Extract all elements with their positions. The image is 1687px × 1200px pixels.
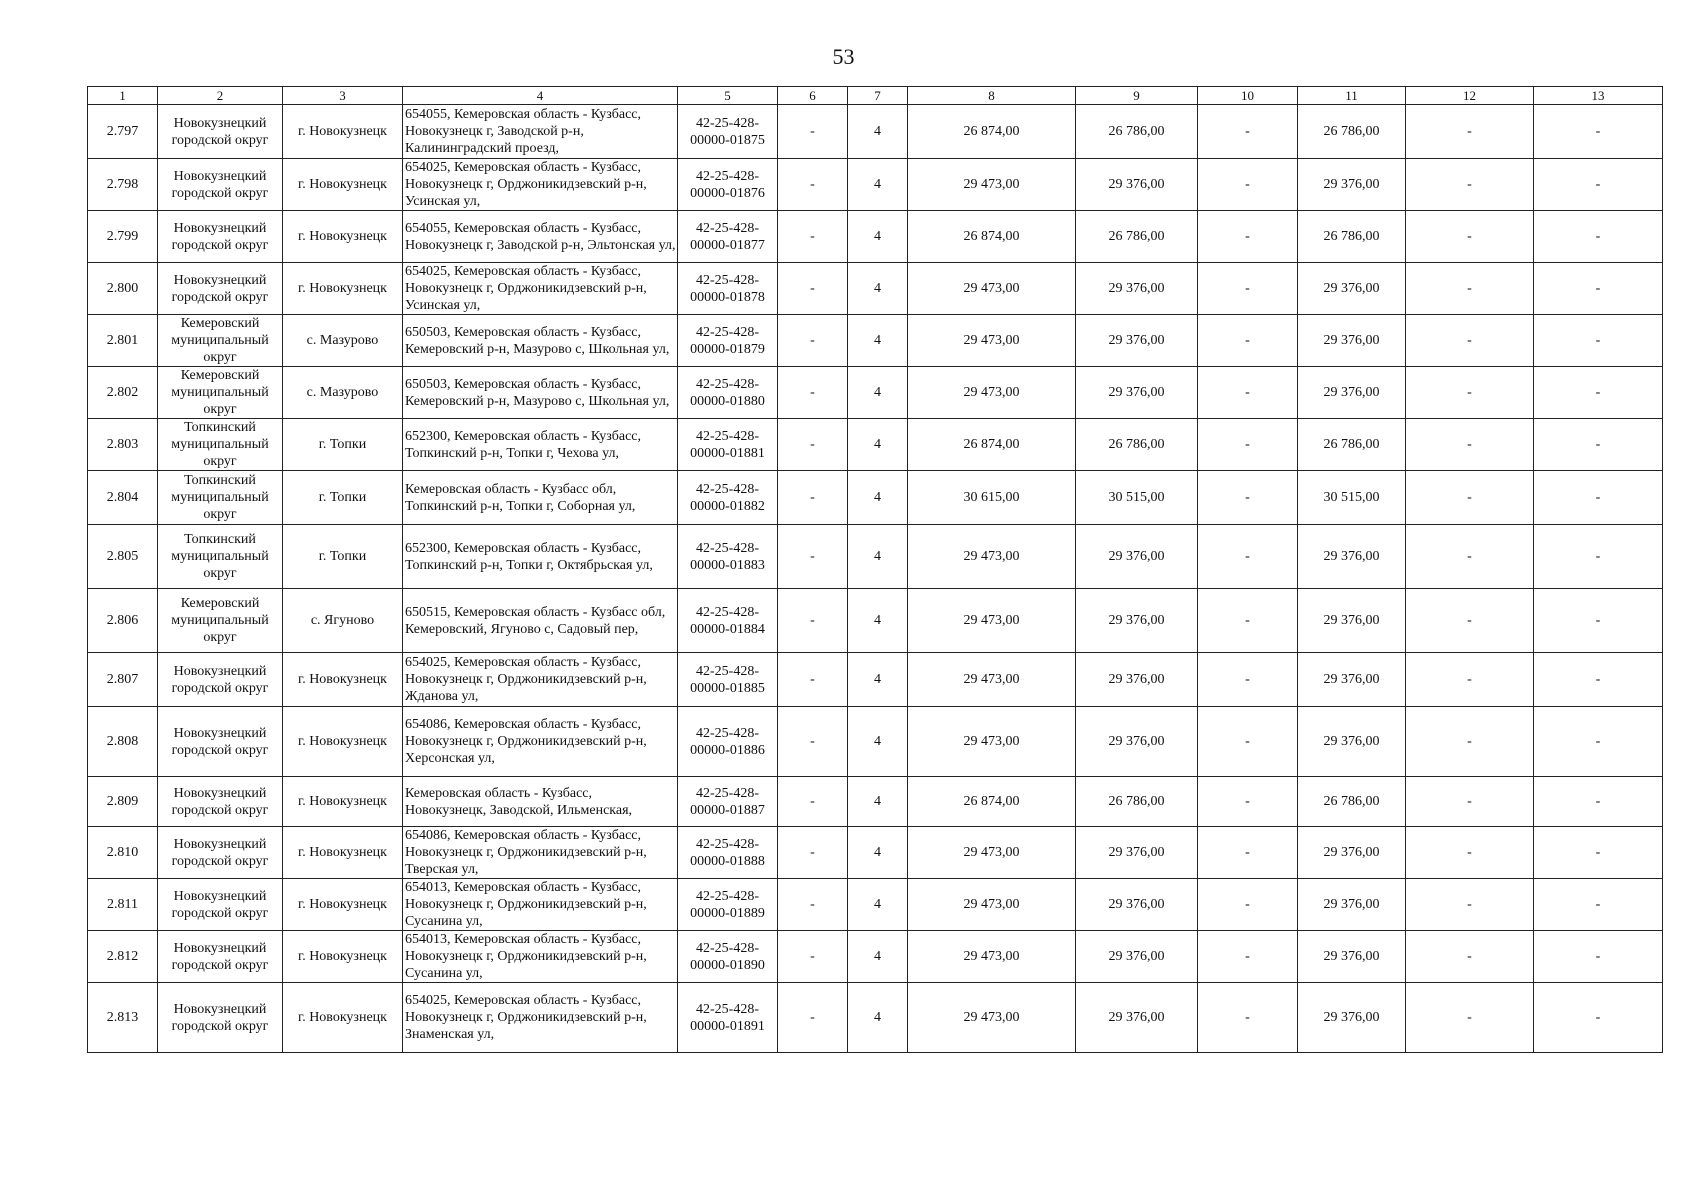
col7-cell: 4: [848, 777, 908, 827]
col8-value: 29 473,00: [908, 159, 1076, 211]
col13-cell: -: [1534, 931, 1663, 983]
row-number: 2.810: [88, 827, 158, 879]
col10-cell: -: [1198, 707, 1298, 777]
row-number: 2.803: [88, 419, 158, 471]
col10-cell: -: [1198, 589, 1298, 653]
district-cell: Топкинский муниципальный округ: [158, 419, 283, 471]
col11-value: 26 786,00: [1298, 105, 1406, 159]
col7-cell: 4: [848, 211, 908, 263]
settlement-cell: г. Новокузнецк: [283, 159, 403, 211]
col13-cell: -: [1534, 367, 1663, 419]
table-row: [88, 777, 1663, 827]
district-cell: Новокузнецкий городской округ: [158, 211, 283, 263]
settlement-cell: г. Новокузнецк: [283, 827, 403, 879]
address-cell: 654025, Кемеровская область - Кузбасс, Новокузнецк г, Орджоникидзевский р-н, Жданова ул,: [403, 653, 678, 707]
col10-cell: -: [1198, 653, 1298, 707]
col9-value: 29 376,00: [1076, 931, 1198, 983]
col10-cell: -: [1198, 367, 1298, 419]
row-number: 2.812: [88, 931, 158, 983]
column-header: 11: [1298, 87, 1406, 105]
col7-cell: 4: [848, 983, 908, 1053]
settlement-cell: г. Новокузнецк: [283, 777, 403, 827]
col11-value: 26 786,00: [1298, 419, 1406, 471]
address-cell: 650503, Кемеровская область - Кузбасс, Кемеровский р-н, Мазурово с, Школьная ул,: [403, 367, 678, 419]
col6-cell: -: [778, 419, 848, 471]
col8-value: 29 473,00: [908, 707, 1076, 777]
col10-cell: -: [1198, 471, 1298, 525]
col13-cell: -: [1534, 983, 1663, 1053]
settlement-cell: г. Новокузнецк: [283, 653, 403, 707]
col12-cell: -: [1406, 159, 1534, 211]
column-header: 4: [403, 87, 678, 105]
col13-cell: -: [1534, 315, 1663, 367]
col11-value: 29 376,00: [1298, 827, 1406, 879]
settlement-cell: г. Новокузнецк: [283, 931, 403, 983]
col12-cell: -: [1406, 707, 1534, 777]
col7-cell: 4: [848, 707, 908, 777]
col8-value: 26 874,00: [908, 105, 1076, 159]
col11-value: 29 376,00: [1298, 931, 1406, 983]
col8-value: 29 473,00: [908, 315, 1076, 367]
table-row: [88, 931, 1663, 983]
col13-cell: -: [1534, 211, 1663, 263]
row-number: 2.802: [88, 367, 158, 419]
code-cell: 42-25-428-00000-01882: [678, 471, 778, 525]
col7-cell: 4: [848, 419, 908, 471]
col11-value: 26 786,00: [1298, 211, 1406, 263]
col11-value: 29 376,00: [1298, 879, 1406, 931]
address-cell: 654025, Кемеровская область - Кузбасс, Новокузнецк г, Орджоникидзевский р-н, Усинская ул,: [403, 263, 678, 315]
col8-value: 30 615,00: [908, 471, 1076, 525]
col6-cell: -: [778, 105, 848, 159]
settlement-cell: г. Топки: [283, 471, 403, 525]
col12-cell: -: [1406, 263, 1534, 315]
row-number: 2.813: [88, 983, 158, 1053]
col6-cell: -: [778, 159, 848, 211]
col6-cell: -: [778, 707, 848, 777]
col7-cell: 4: [848, 931, 908, 983]
col8-value: 29 473,00: [908, 931, 1076, 983]
col12-cell: -: [1406, 105, 1534, 159]
col13-cell: -: [1534, 159, 1663, 211]
col13-cell: -: [1534, 653, 1663, 707]
address-cell: 654055, Кемеровская область - Кузбасс, Новокузнецк г, Заводской р-н, Калининградский проезд,: [403, 105, 678, 159]
table-row: [88, 315, 1663, 367]
col9-value: 30 515,00: [1076, 471, 1198, 525]
table-row: [88, 419, 1663, 471]
row-number: 2.811: [88, 879, 158, 931]
col8-value: 26 874,00: [908, 211, 1076, 263]
col10-cell: -: [1198, 211, 1298, 263]
address-cell: 654055, Кемеровская область - Кузбасс, Новокузнецк г, Заводской р-н, Эльтонская ул,: [403, 211, 678, 263]
col12-cell: -: [1406, 879, 1534, 931]
col9-value: 29 376,00: [1076, 589, 1198, 653]
column-header: 1: [88, 87, 158, 105]
col10-cell: -: [1198, 879, 1298, 931]
row-number: 2.808: [88, 707, 158, 777]
col10-cell: -: [1198, 419, 1298, 471]
col6-cell: -: [778, 777, 848, 827]
code-cell: 42-25-428-00000-01878: [678, 263, 778, 315]
col8-value: 29 473,00: [908, 653, 1076, 707]
column-header: 6: [778, 87, 848, 105]
col10-cell: -: [1198, 263, 1298, 315]
column-header: 13: [1534, 87, 1663, 105]
table-body: [88, 105, 1663, 1053]
district-cell: Новокузнецкий городской округ: [158, 931, 283, 983]
col6-cell: -: [778, 263, 848, 315]
address-cell: 654013, Кемеровская область - Кузбасс, Новокузнецк г, Орджоникидзевский р-н, Сусанина ул,: [403, 879, 678, 931]
col8-value: 26 874,00: [908, 777, 1076, 827]
table-row: [88, 983, 1663, 1053]
code-cell: 42-25-428-00000-01877: [678, 211, 778, 263]
district-cell: Новокузнецкий городской округ: [158, 263, 283, 315]
col11-value: 29 376,00: [1298, 653, 1406, 707]
col6-cell: -: [778, 879, 848, 931]
table-row: [88, 471, 1663, 525]
col11-value: 29 376,00: [1298, 589, 1406, 653]
code-cell: 42-25-428-00000-01884: [678, 589, 778, 653]
address-cell: 654025, Кемеровская область - Кузбасс, Новокузнецк г, Орджоникидзевский р-н, Усинская ул,: [403, 159, 678, 211]
col6-cell: -: [778, 589, 848, 653]
table-row: [88, 707, 1663, 777]
col12-cell: -: [1406, 983, 1534, 1053]
address-cell: 654086, Кемеровская область - Кузбасс, Новокузнецк г, Орджоникидзевский р-н, Херсонская ул,: [403, 707, 678, 777]
address-cell: 650503, Кемеровская область - Кузбасс, Кемеровский р-н, Мазурово с, Школьная ул,: [403, 315, 678, 367]
code-cell: 42-25-428-00000-01883: [678, 525, 778, 589]
col10-cell: -: [1198, 315, 1298, 367]
table-row: [88, 211, 1663, 263]
table-row: [88, 263, 1663, 315]
table-row: [88, 525, 1663, 589]
district-cell: Кемеровский муниципальный округ: [158, 315, 283, 367]
col13-cell: -: [1534, 827, 1663, 879]
col10-cell: -: [1198, 159, 1298, 211]
col9-value: 29 376,00: [1076, 983, 1198, 1053]
row-number: 2.806: [88, 589, 158, 653]
col12-cell: -: [1406, 525, 1534, 589]
table-header-row: [88, 87, 1663, 105]
code-cell: 42-25-428-00000-01886: [678, 707, 778, 777]
district-cell: Топкинский муниципальный округ: [158, 471, 283, 525]
col9-value: 29 376,00: [1076, 525, 1198, 589]
col10-cell: -: [1198, 525, 1298, 589]
col13-cell: -: [1534, 777, 1663, 827]
col7-cell: 4: [848, 589, 908, 653]
col9-value: 29 376,00: [1076, 879, 1198, 931]
col8-value: 29 473,00: [908, 827, 1076, 879]
col11-value: 29 376,00: [1298, 707, 1406, 777]
col13-cell: -: [1534, 589, 1663, 653]
col7-cell: 4: [848, 159, 908, 211]
col13-cell: -: [1534, 263, 1663, 315]
col12-cell: -: [1406, 827, 1534, 879]
col12-cell: -: [1406, 653, 1534, 707]
column-header: 9: [1076, 87, 1198, 105]
col7-cell: 4: [848, 367, 908, 419]
column-header: 3: [283, 87, 403, 105]
address-cell: 654025, Кемеровская область - Кузбасс, Новокузнецк г, Орджоникидзевский р-н, Знаменская ул,: [403, 983, 678, 1053]
col6-cell: -: [778, 983, 848, 1053]
table-row: [88, 879, 1663, 931]
col10-cell: -: [1198, 983, 1298, 1053]
address-cell: 652300, Кемеровская область - Кузбасс, Топкинский р-н, Топки г, Октябрьская ул,: [403, 525, 678, 589]
col8-value: 29 473,00: [908, 263, 1076, 315]
table-row: [88, 653, 1663, 707]
col10-cell: -: [1198, 777, 1298, 827]
col6-cell: -: [778, 827, 848, 879]
settlement-cell: г. Новокузнецк: [283, 211, 403, 263]
district-cell: Новокузнецкий городской округ: [158, 653, 283, 707]
col8-value: 29 473,00: [908, 525, 1076, 589]
col12-cell: -: [1406, 777, 1534, 827]
address-cell: 654086, Кемеровская область - Кузбасс, Новокузнецк г, Орджоникидзевский р-н, Тверская ул,: [403, 827, 678, 879]
table-row: [88, 827, 1663, 879]
row-number: 2.801: [88, 315, 158, 367]
column-header: 2: [158, 87, 283, 105]
code-cell: 42-25-428-00000-01876: [678, 159, 778, 211]
col11-value: 29 376,00: [1298, 159, 1406, 211]
col12-cell: -: [1406, 471, 1534, 525]
settlement-cell: г. Топки: [283, 419, 403, 471]
col6-cell: -: [778, 211, 848, 263]
col13-cell: -: [1534, 707, 1663, 777]
row-number: 2.800: [88, 263, 158, 315]
settlement-cell: г. Топки: [283, 525, 403, 589]
col6-cell: -: [778, 525, 848, 589]
col13-cell: -: [1534, 419, 1663, 471]
col10-cell: -: [1198, 931, 1298, 983]
column-header: 5: [678, 87, 778, 105]
col6-cell: -: [778, 653, 848, 707]
settlement-cell: с. Мазурово: [283, 315, 403, 367]
column-header: 7: [848, 87, 908, 105]
column-header: 10: [1198, 87, 1298, 105]
code-cell: 42-25-428-00000-01891: [678, 983, 778, 1053]
col7-cell: 4: [848, 105, 908, 159]
settlement-cell: г. Новокузнецк: [283, 879, 403, 931]
row-number: 2.804: [88, 471, 158, 525]
col11-value: 30 515,00: [1298, 471, 1406, 525]
address-cell: Кемеровская область - Кузбасс обл, Топкинский р-н, Топки г, Соборная ул,: [403, 471, 678, 525]
page-number: 53: [832, 44, 855, 69]
row-number: 2.809: [88, 777, 158, 827]
district-cell: Новокузнецкий городской округ: [158, 827, 283, 879]
row-number: 2.797: [88, 105, 158, 159]
col8-value: 29 473,00: [908, 879, 1076, 931]
district-cell: Новокузнецкий городской округ: [158, 105, 283, 159]
table-row: [88, 367, 1663, 419]
col9-value: 29 376,00: [1076, 707, 1198, 777]
col10-cell: -: [1198, 827, 1298, 879]
address-cell: 654013, Кемеровская область - Кузбасс, Новокузнецк г, Орджоникидзевский р-н, Сусанина ул,: [403, 931, 678, 983]
address-cell: Кемеровская область - Кузбасс, Новокузнецк, Заводской, Ильменская,: [403, 777, 678, 827]
row-number: 2.805: [88, 525, 158, 589]
district-cell: Топкинский муниципальный округ: [158, 525, 283, 589]
column-header: 12: [1406, 87, 1534, 105]
col12-cell: -: [1406, 419, 1534, 471]
code-cell: 42-25-428-00000-01879: [678, 315, 778, 367]
code-cell: 42-25-428-00000-01887: [678, 777, 778, 827]
address-cell: 652300, Кемеровская область - Кузбасс, Топкинский р-н, Топки г, Чехова ул,: [403, 419, 678, 471]
data-table: [87, 86, 1663, 1053]
col7-cell: 4: [848, 315, 908, 367]
code-cell: 42-25-428-00000-01888: [678, 827, 778, 879]
col9-value: 29 376,00: [1076, 367, 1198, 419]
col9-value: 26 786,00: [1076, 105, 1198, 159]
settlement-cell: г. Новокузнецк: [283, 263, 403, 315]
col12-cell: -: [1406, 931, 1534, 983]
col9-value: 29 376,00: [1076, 827, 1198, 879]
col11-value: 29 376,00: [1298, 525, 1406, 589]
col6-cell: -: [778, 367, 848, 419]
col7-cell: 4: [848, 879, 908, 931]
col12-cell: -: [1406, 367, 1534, 419]
col7-cell: 4: [848, 653, 908, 707]
code-cell: 42-25-428-00000-01890: [678, 931, 778, 983]
district-cell: Новокузнецкий городской округ: [158, 983, 283, 1053]
table-row: [88, 159, 1663, 211]
code-cell: 42-25-428-00000-01875: [678, 105, 778, 159]
col9-value: 29 376,00: [1076, 315, 1198, 367]
settlement-cell: с. Ягуново: [283, 589, 403, 653]
row-number: 2.807: [88, 653, 158, 707]
col8-value: 26 874,00: [908, 419, 1076, 471]
col9-value: 26 786,00: [1076, 419, 1198, 471]
col8-value: 29 473,00: [908, 589, 1076, 653]
col9-value: 29 376,00: [1076, 263, 1198, 315]
district-cell: Кемеровский муниципальный округ: [158, 367, 283, 419]
col12-cell: -: [1406, 589, 1534, 653]
address-cell: 650515, Кемеровская область - Кузбасс обл, Кемеровский, Ягуново с, Садовый пер,: [403, 589, 678, 653]
district-cell: Новокузнецкий городской округ: [158, 707, 283, 777]
code-cell: 42-25-428-00000-01889: [678, 879, 778, 931]
col12-cell: -: [1406, 211, 1534, 263]
settlement-cell: г. Новокузнецк: [283, 105, 403, 159]
col6-cell: -: [778, 931, 848, 983]
col13-cell: -: [1534, 525, 1663, 589]
district-cell: Новокузнецкий городской округ: [158, 159, 283, 211]
col13-cell: -: [1534, 105, 1663, 159]
district-cell: Новокузнецкий городской округ: [158, 777, 283, 827]
col9-value: 26 786,00: [1076, 777, 1198, 827]
col12-cell: -: [1406, 315, 1534, 367]
col11-value: 29 376,00: [1298, 983, 1406, 1053]
col7-cell: 4: [848, 471, 908, 525]
col6-cell: -: [778, 315, 848, 367]
col8-value: 29 473,00: [908, 367, 1076, 419]
col7-cell: 4: [848, 525, 908, 589]
settlement-cell: г. Новокузнецк: [283, 983, 403, 1053]
col11-value: 29 376,00: [1298, 263, 1406, 315]
col9-value: 29 376,00: [1076, 653, 1198, 707]
column-header: 8: [908, 87, 1076, 105]
district-cell: Кемеровский муниципальный округ: [158, 589, 283, 653]
col11-value: 26 786,00: [1298, 777, 1406, 827]
district-cell: Новокузнецкий городской округ: [158, 879, 283, 931]
col8-value: 29 473,00: [908, 983, 1076, 1053]
col10-cell: -: [1198, 105, 1298, 159]
col11-value: 29 376,00: [1298, 315, 1406, 367]
settlement-cell: г. Новокузнецк: [283, 707, 403, 777]
row-number: 2.799: [88, 211, 158, 263]
col13-cell: -: [1534, 471, 1663, 525]
col7-cell: 4: [848, 263, 908, 315]
table-row: [88, 589, 1663, 653]
table-row: [88, 105, 1663, 159]
col13-cell: -: [1534, 879, 1663, 931]
row-number: 2.798: [88, 159, 158, 211]
col9-value: 29 376,00: [1076, 159, 1198, 211]
settlement-cell: с. Мазурово: [283, 367, 403, 419]
code-cell: 42-25-428-00000-01885: [678, 653, 778, 707]
col9-value: 26 786,00: [1076, 211, 1198, 263]
col11-value: 29 376,00: [1298, 367, 1406, 419]
col7-cell: 4: [848, 827, 908, 879]
code-cell: 42-25-428-00000-01881: [678, 419, 778, 471]
col6-cell: -: [778, 471, 848, 525]
code-cell: 42-25-428-00000-01880: [678, 367, 778, 419]
